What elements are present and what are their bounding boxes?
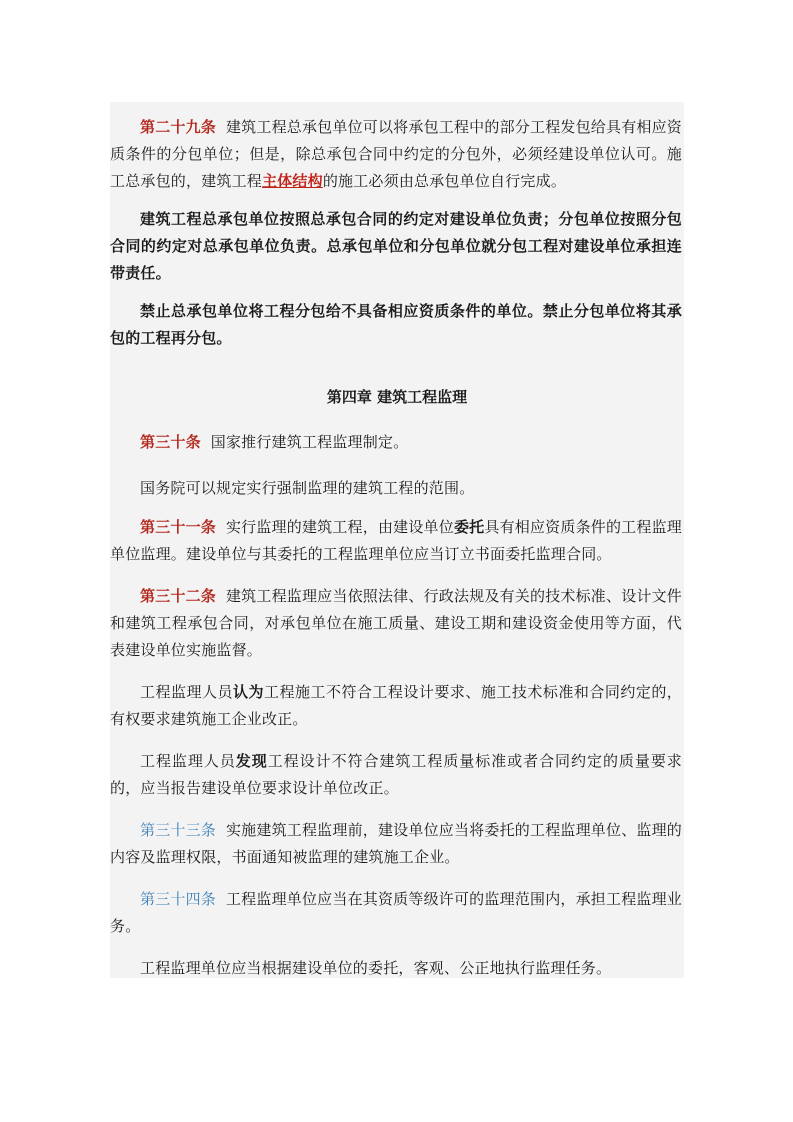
article-33-paragraph-1 <box>110 817 684 871</box>
article-34-paragraph-1 <box>110 886 684 940</box>
article-29-text-b: 的施工必须由总承包单位自行完成。 <box>322 172 567 190</box>
article-31-text-b: 具有相应资质条件的工程监理单位监理。建设单位与其委托的工程监理单位应当订立书面委托监理合同。 <box>110 518 682 563</box>
article-29-text-a: 建筑工程总承包单位可以将承包工程中的部分工程发包给具有相应资质条件的分包单位；但是，除总承包合同中约定的分包外，必须经建设单位认可。施工总承包的，建筑工程 <box>110 118 682 190</box>
article-29-paragraph-2: 建筑工程总承包单位按照总承包合同的约定对建设单位负责；分包单位按照分包合同的约定对总承包单位负责。总承包单位和分包单位就分包工程对建设单位承担连带责任。 <box>110 210 682 282</box>
article-32-p3-text-b: 工程设计不符合建筑工程质量标准或者合同约定的质量要求的，应当报告建设单位要求设计单位改正。 <box>110 752 683 797</box>
article-34-number: 第三十四条 <box>140 890 217 908</box>
article-34-text: 工程监理单位应当在其资质等级许可的监理范围内，承担工程监理业务。 <box>110 890 682 935</box>
article-29-paragraph-1 <box>110 114 684 195</box>
main-structure-link[interactable]: 主体结构 <box>262 172 323 190</box>
article-32-text: 建筑工程监理应当依照法律、行政法规及有关的技术标准、设计文件和建筑工程承包合同，对承包单位在施工质量、建设工期和建设资金使用等方面，代表建设单位实施监督。 <box>110 587 682 659</box>
article-32-p2-text-a: 工程监理人员 <box>140 683 233 701</box>
article-32-paragraph-1 <box>110 583 684 664</box>
article-33-text: 实施建筑工程监理前，建设单位应当将委托的工程监理单位、监理的内容及监理权限，书面通知被监理的建筑施工企业。 <box>110 821 682 866</box>
article-32-p3-text-a: 工程监理人员 <box>140 752 236 770</box>
chapter-4-title: 第四章 建筑工程监理 <box>326 388 468 406</box>
article-30-text: 国家推行建筑工程监理制定。 <box>210 433 409 451</box>
article-34-paragraph-2: 工程监理单位应当根据建设单位的委托，客观、公正地执行监理任务。 <box>140 959 612 977</box>
article-30-number: 第三十条 <box>140 433 201 451</box>
document-body <box>110 102 684 978</box>
article-29-paragraph-3: 禁止总承包单位将工程分包给不具备相应资质条件的单位。禁止分包单位将其承包的工程再分包。 <box>110 302 682 347</box>
article-32-paragraph-3 <box>110 748 684 802</box>
article-32-number: 第三十二条 <box>140 587 217 605</box>
article-30-paragraph-2: 国务院可以规定实行强制监理的建筑工程的范围。 <box>140 479 475 497</box>
article-32-p2-text-b: 工程施工不符合工程设计要求、施工技术标准和合同约定的，有权要求建筑施工企业改正。 <box>110 683 683 728</box>
article-31-number: 第三十一条 <box>140 518 217 536</box>
article-29-number: 第二十九条 <box>140 118 217 136</box>
article-33-number: 第三十三条 <box>140 821 217 839</box>
article-31-text-a: 实行监理的建筑工程，由建设单位 <box>225 518 454 536</box>
article-32-paragraph-2 <box>110 679 684 733</box>
article-31-keyword: 委托 <box>453 518 485 536</box>
article-30-paragraph-1 <box>110 429 684 456</box>
article-31-paragraph-1 <box>110 514 684 568</box>
article-32-p2-keyword: 认为 <box>232 683 264 701</box>
article-32-p3-keyword: 发现 <box>235 752 268 770</box>
